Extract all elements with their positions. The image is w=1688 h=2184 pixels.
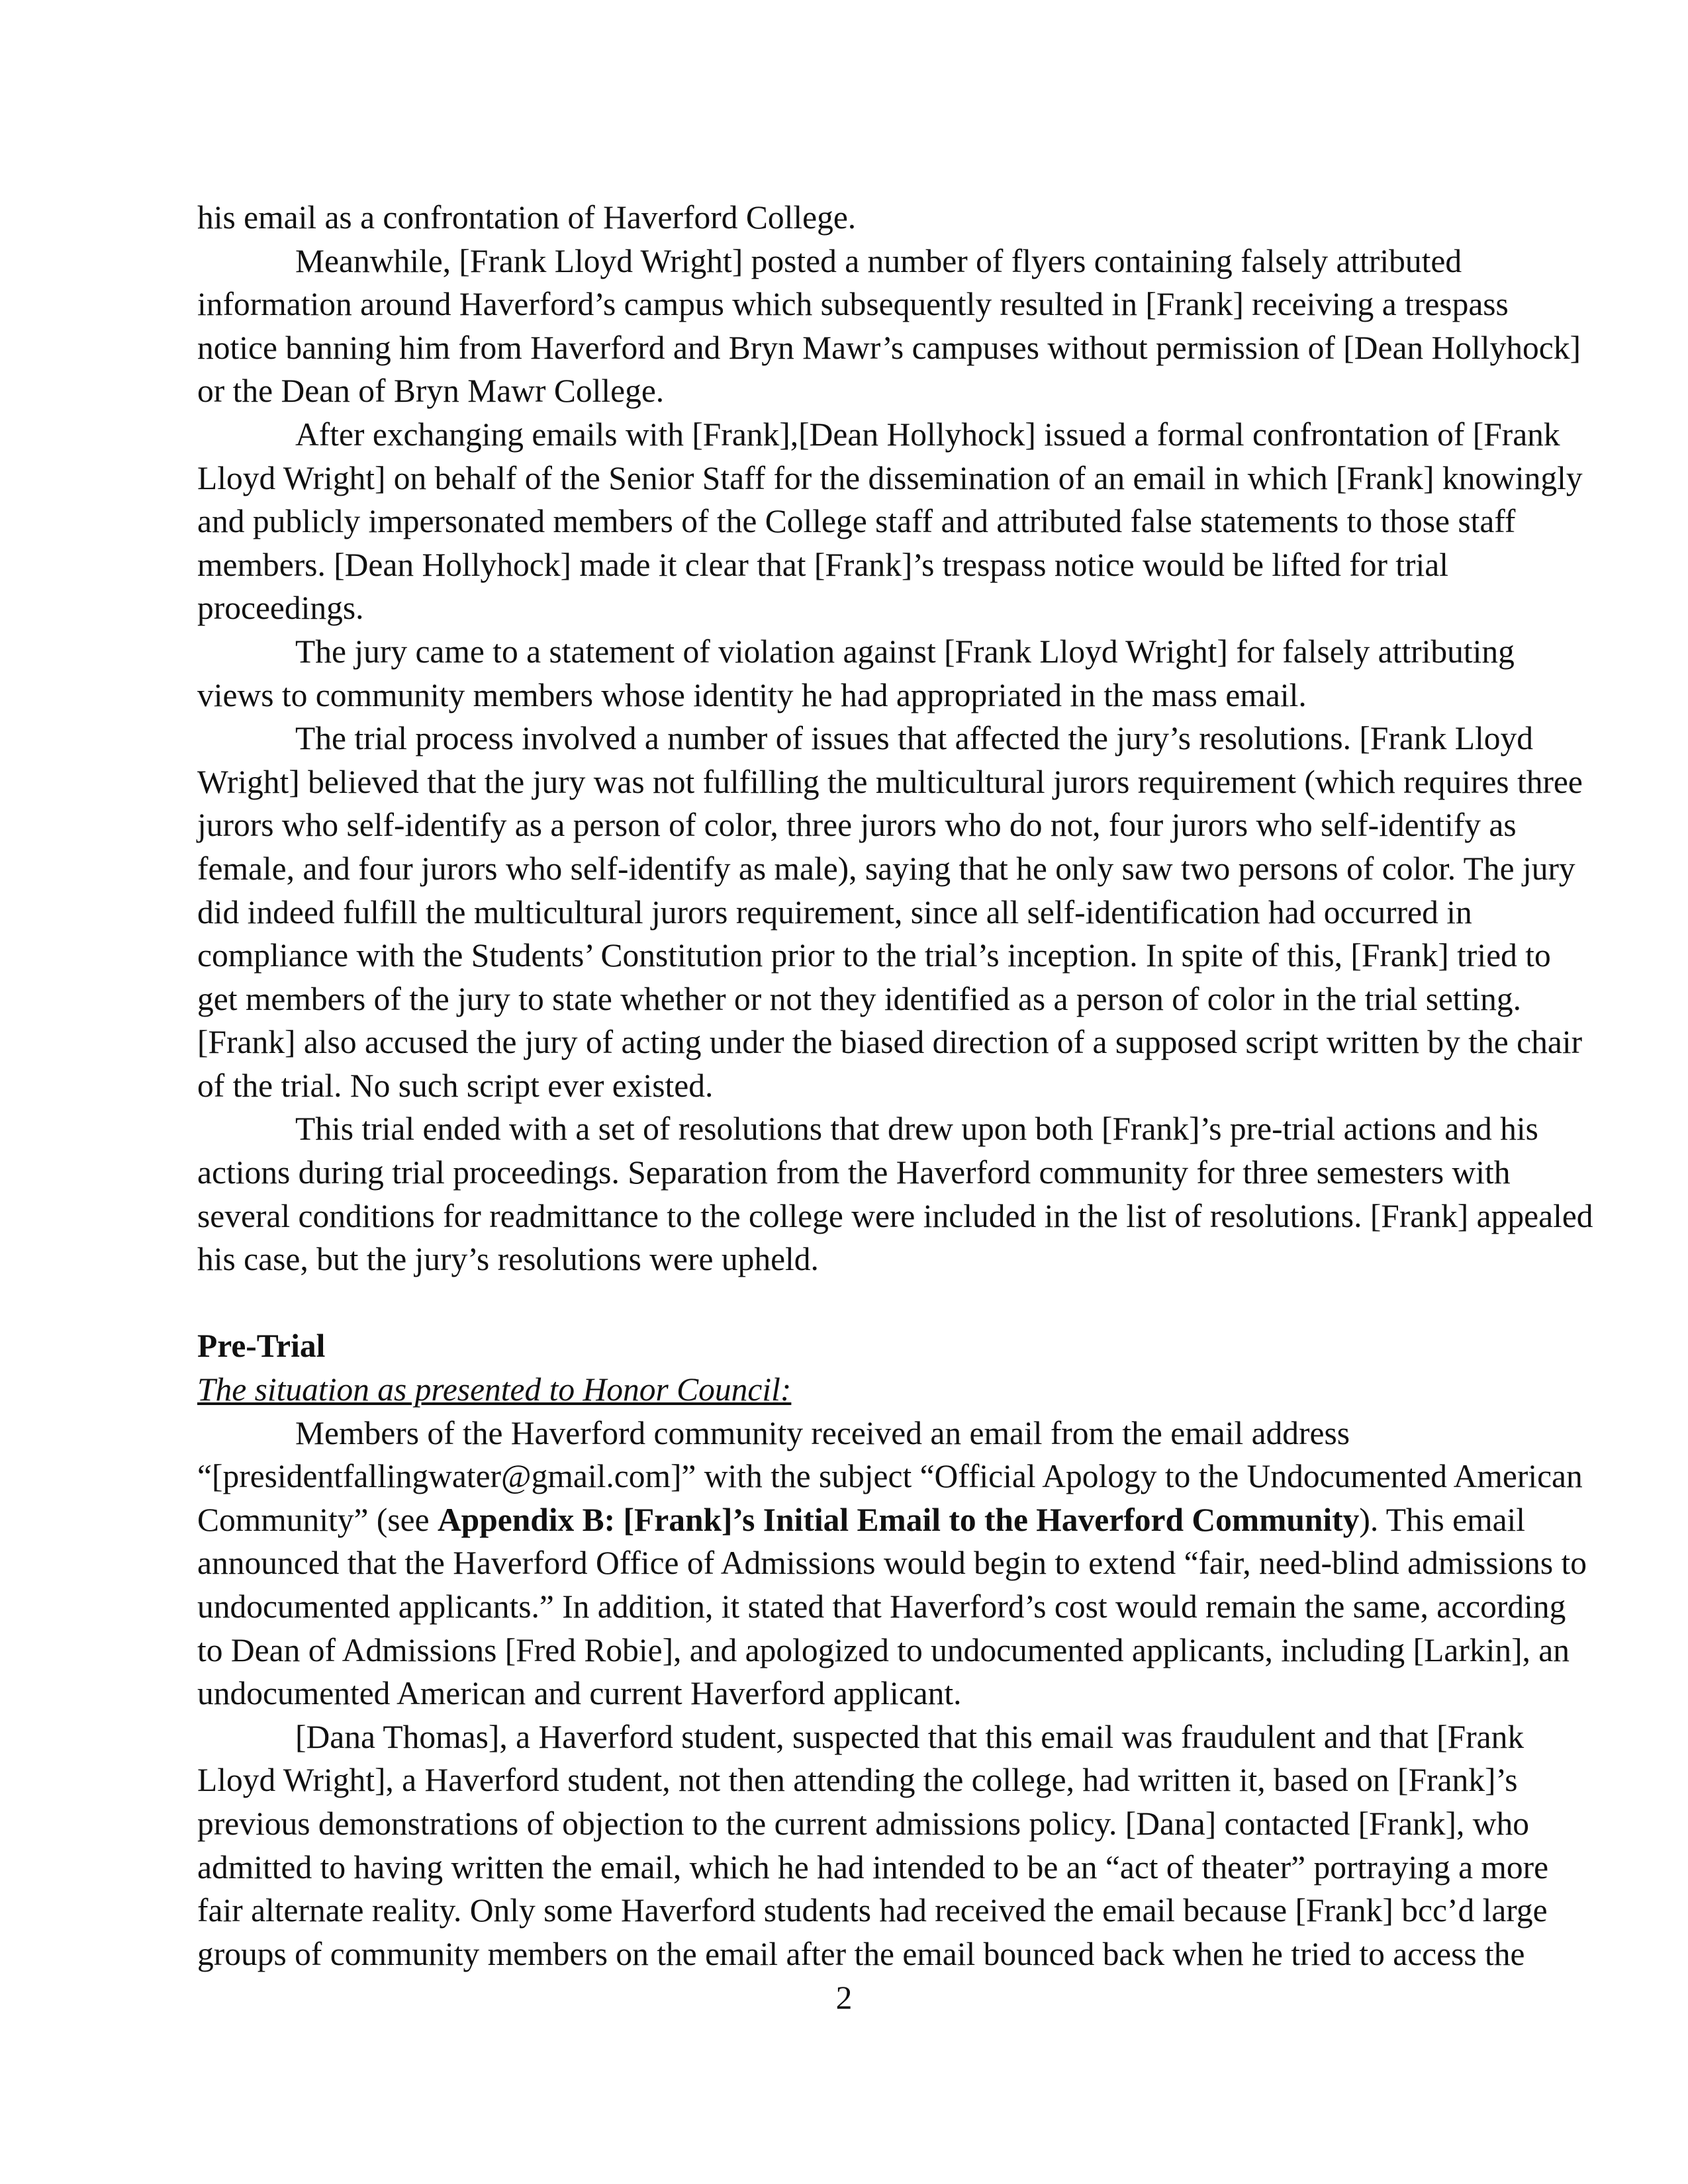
paragraph-email-received bbox=[197, 1412, 1594, 1715]
paragraph-text: ). This email announced that the Haverford Office of Admissions would begin to extend “fair, need-blind admissions to undocumented applicants.” In addition, it stated that Haverford’s cost would remain the same, according to Dean of Admissions [Fred Robie], and apologized to undocumented applicants, including [Larkin], an undocumented American and current Haverford applicant. bbox=[197, 1501, 1587, 1712]
paragraph-continuation: his email as a confrontation of Haverford College. bbox=[197, 199, 857, 236]
paragraph-trial-process: The trial process involved a number of issues that affected the jury’s resolutions. [Frank Lloyd Wright] believed that the jury was not fulfilling the multicultural jurors requirement (which requires three jurors who self-identify as a person of color, three jurors who do not, four jurors who self-identify as female, and four jurors who self-identify as male), saying that he only saw two persons of color. The jury did indeed fulfill the multicultural jurors requirement, since all self-identification had occurred in compliance with the Students’ Constitution prior to the trial’s inception. In spite of this, [Frank] tried to get members of the jury to state whether or not they identified as a person of color in the trial setting. [Frank] also accused the jury of acting under the biased direction of a supposed script written by the chair of the trial. No such script ever existed. bbox=[197, 720, 1583, 1104]
document-page bbox=[197, 196, 1594, 1976]
paragraph-text: Members of the Haverford community received an email from the email address “[presidentfallingwater@gmail.com]” with the subject “Official Apology to the Undocumented American Community” (see bbox=[197, 1414, 1583, 1538]
section-heading-pretrial: Pre-Trial bbox=[197, 1328, 326, 1365]
paragraph-flyers: Meanwhile, [Frank Lloyd Wright] posted a number of flyers containing falsely attributed information around Haverford’s campus which subsequently resulted in [Frank] receiving a trespass notice banning him from Haverford and Bryn Mawr’s campuses without permission of [Dean Hollyhock] or the Dean of Bryn Mawr College. bbox=[197, 242, 1581, 410]
paragraph-dana-suspected: [Dana Thomas], a Haverford student, suspected that this email was fraudulent and that [Frank Lloyd Wright], a Haverford student, not then attending the college, had written it, based on [Frank]’s previous demonstrations of objection to the current admissions policy. [Dana] contacted [Frank], who admitted to having written the email, which he had intended to be an “act of theater” portraying a more fair alternate reality. Only some Haverford students had received the email because [Frank] bcc’d large groups of community members on the email after the email bounced back when he tried to access the bbox=[197, 1718, 1549, 1972]
paragraph-resolutions: This trial ended with a set of resolutions that drew upon both [Frank]’s pre-trial actions and his actions during trial proceedings. Separation from the Haverford community for three semesters with several conditions for readmittance to the college were included in the list of resolutions. [Frank] appealed his case, but the jury’s resolutions were upheld. bbox=[197, 1111, 1593, 1278]
subsection-heading: The situation as presented to Honor Council: bbox=[197, 1371, 792, 1408]
page-number: 2 bbox=[835, 1979, 853, 2016]
paragraph-jury-statement: The jury came to a statement of violation against [Frank Lloyd Wright] for falsely attributing views to community members whose identity he had appropriated in the mass email. bbox=[197, 633, 1515, 713]
appendix-reference: Appendix B: [Frank]’s Initial Email to the Haverford Community bbox=[437, 1501, 1360, 1538]
paragraph-confrontation: After exchanging emails with [Frank],[Dean Hollyhock] issued a formal confrontation of [Frank Lloyd Wright] on behalf of the Senior Staff for the dissemination of an email in which [Frank] knowingly and publicly impersonated members of the College staff and attributed false statements to those staff members. [Dean Hollyhock] made it clear that [Frank]’s trespass notice would be lifted for trial proceedings. bbox=[197, 416, 1583, 627]
